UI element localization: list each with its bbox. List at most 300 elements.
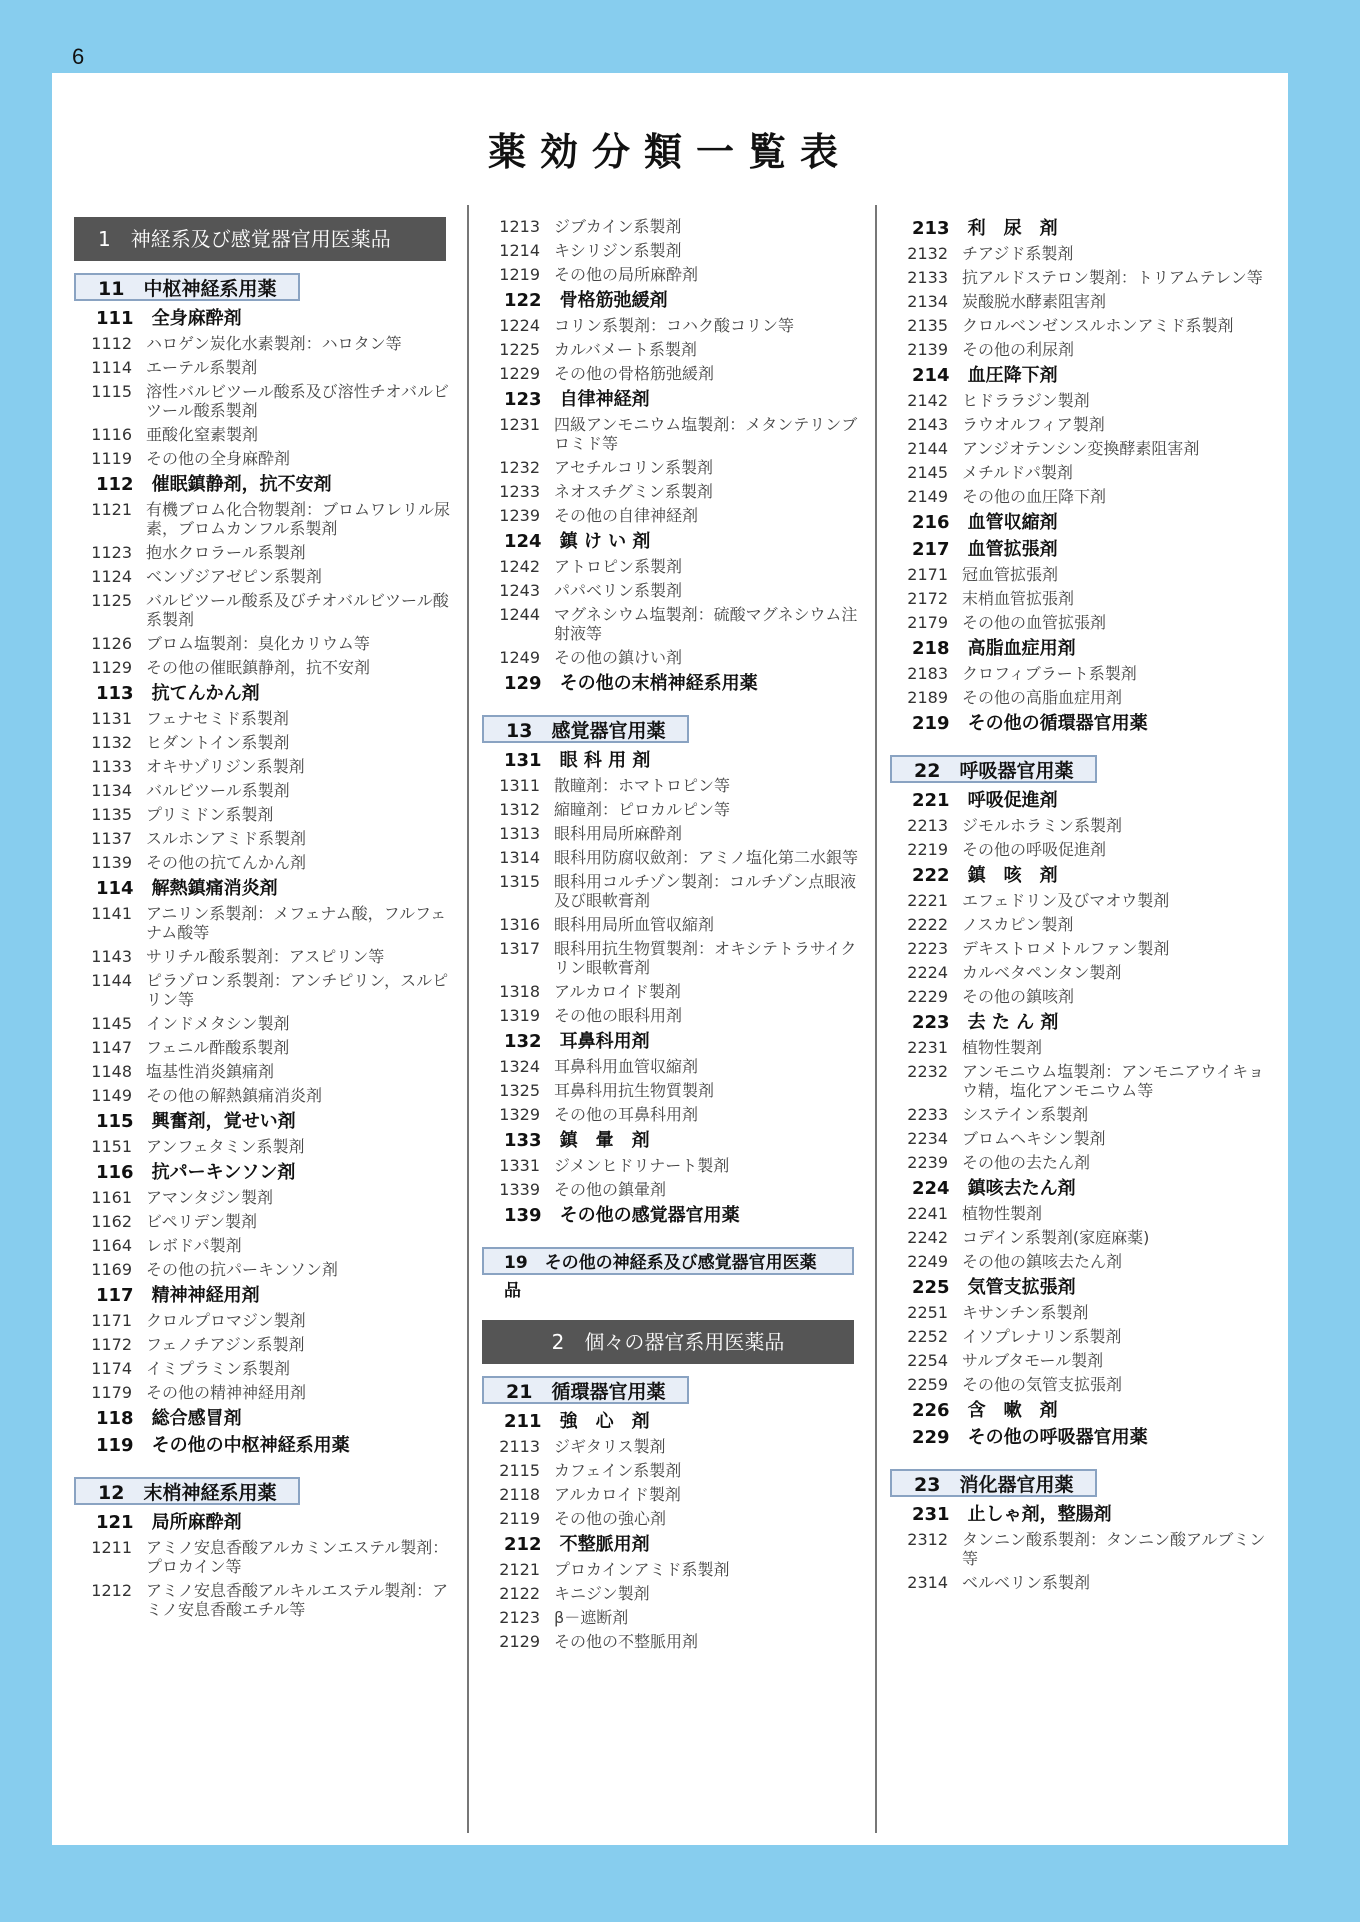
entry-code: 2142 [907,391,948,410]
entry-code: 2172 [907,589,948,608]
entry-code: 1214 [499,241,540,260]
classification-entry [482,338,862,362]
entry-label: サルブタモール製剤 [962,1351,1104,1370]
subcategory-heading: 118 総合感冒剤 [96,1408,242,1429]
classification-entry [482,774,862,798]
classification-entry [890,338,1280,362]
classification-entry [890,587,1280,611]
classification-entry [482,870,862,913]
entry-code: 2171 [907,565,948,584]
classification-entry [74,380,454,423]
entry-label: ブロム塩製剤：臭化カリウム等 [146,634,370,653]
classification-entry [74,447,454,471]
classification-entry [482,1558,862,1582]
classification-entry [74,1579,454,1622]
classification-entry [482,1055,862,1079]
classification-entry [74,827,454,851]
classification-entry [890,814,1280,838]
entry-label: フェナセミド系製剤 [146,709,289,728]
entry-code: 2183 [907,664,948,683]
classification-entry [890,389,1280,413]
entry-label: アルカロイド製剤 [554,1485,681,1504]
category-heading: 22 呼吸器官用薬 [890,755,1097,783]
subcategory-heading: 123 自律神経剤 [504,389,650,410]
entry-code: 1325 [499,1081,540,1100]
classification-entry [890,937,1280,961]
classification-entry [482,1507,862,1531]
entry-code: 2118 [499,1485,540,1504]
entry-label: 縮瞳剤：ピロカルピン等 [554,800,731,819]
entry-label: その他の骨格筋弛緩剤 [554,364,715,383]
entry-code: 2129 [499,1632,540,1651]
classification-entry [890,1349,1280,1373]
classification-entry [74,632,454,656]
classification-entry [482,846,862,870]
entry-label: アマンタジン製剤 [146,1188,273,1207]
subcategory-heading: 231 止しゃ剤，整腸剤 [912,1504,1112,1525]
entry-code: 1149 [91,1086,132,1105]
subcategory-heading: 229 その他の呼吸器官用薬 [912,1427,1148,1448]
section-spacer [482,1300,862,1318]
entry-label: その他の気管支拡張剤 [962,1375,1123,1394]
classification-entry [890,1060,1280,1103]
entry-label: メチルドパ製剤 [962,463,1073,482]
entry-code: 1317 [499,939,540,958]
entry-label: ヒダントイン系製剤 [146,733,290,752]
classification-entry [890,1373,1280,1397]
entry-code: 1224 [499,316,540,335]
entry-label: カルベタペンタン製剤 [962,963,1122,982]
subcategory-heading: 211 強 心 剤 [504,1411,650,1432]
classification-entry [890,686,1280,710]
entry-code: 1135 [91,805,132,824]
classification-entry [890,1202,1280,1226]
category-heading-row [482,1247,862,1300]
entry-code: 2252 [907,1327,948,1346]
classification-entry [890,563,1280,587]
classification-entry [74,541,454,565]
entry-label: その他の去たん剤 [962,1153,1091,1172]
subcategory-heading: 117 精神神経用剤 [96,1285,260,1306]
subcategory-heading: 212 不整脈用剤 [504,1534,650,1555]
classification-entry [74,1060,454,1084]
entry-code: 1171 [91,1311,132,1330]
classification-entry [890,838,1280,862]
entry-label: アンモニウム塩製剤：アンモニアウイキョウ精，塩化アンモニウム等 [962,1062,1265,1100]
entry-code: 2232 [907,1062,948,1081]
subcategory-heading: 219 その他の循環器官用薬 [912,713,1148,734]
classification-entry [890,1036,1280,1060]
classification-entry [482,646,862,670]
entry-label: その他の鎮咳去たん剤 [962,1252,1123,1271]
column-1 [74,215,454,1622]
classification-entry [890,889,1280,913]
entry-label: バルビツール酸系及びチオバルビツール酸系製剤 [146,591,449,629]
classification-entry [482,980,862,1004]
entry-label: マグネシウム塩製剤：硫酸マグネシウム注射液等 [554,605,858,643]
section-spacer [482,697,862,715]
page-number: 6 [72,44,85,69]
classification-entry [74,498,454,541]
entry-label: その他の不整脈用剤 [554,1632,699,1651]
entry-label: 植物性製剤 [962,1204,1043,1223]
entry-label: ジモルホラミン系製剤 [962,816,1123,835]
entry-label: 抱水クロラール系製剤 [146,543,306,562]
category-heading: 11 中枢神経系用薬 [74,273,300,301]
entry-code: 1239 [499,506,540,525]
classification-entry [482,1079,862,1103]
entry-code: 1145 [91,1014,132,1033]
category-heading-row [74,1477,454,1509]
classification-entry [74,755,454,779]
entry-label: 有機ブロム化合物製剤：ブロムワレリル尿素，ブロムカンフル系製剤 [146,500,451,538]
category-heading-row [482,715,862,747]
entry-label: その他の利尿剤 [962,340,1075,359]
section-spacer [74,1459,454,1477]
entry-code: 1331 [499,1156,540,1175]
subcategory-heading: 214 血圧降下剤 [912,365,1058,386]
entry-code: 2223 [907,939,948,958]
classification-entry [890,290,1280,314]
subcategory-heading: 132 耳鼻科用剤 [504,1031,650,1052]
classification-entry [890,413,1280,437]
entry-label: その他の強心剤 [554,1509,667,1528]
classification-entry [74,1084,454,1108]
entry-label: レボドパ製剤 [146,1236,242,1255]
entry-label: プリミドン系製剤 [146,805,274,824]
entry-code: 2132 [907,244,948,263]
entry-code: 2312 [907,1530,948,1549]
classification-entry [482,603,862,646]
classification-entry [890,314,1280,338]
classification-entry [482,555,862,579]
entry-code: 1316 [499,915,540,934]
entry-code: 1311 [499,776,540,795]
entry-label: ビペリデン製剤 [146,1212,258,1231]
subcategory-heading: 124 鎮 け い 剤 [504,531,651,552]
entry-code: 1141 [91,904,132,923]
entry-code: 1151 [91,1137,132,1156]
classification-entry [74,1258,454,1282]
classification-entry [74,707,454,731]
entry-label: 耳鼻科用抗生物質製剤 [554,1081,715,1100]
entry-label: その他の全身麻酔剤 [146,449,291,468]
classification-entry [482,1483,862,1507]
section-spacer [890,1451,1280,1469]
classification-entry [890,961,1280,985]
entry-code: 2121 [499,1560,540,1579]
entry-label: その他の自律神経剤 [554,506,699,525]
classification-entry [74,969,454,1012]
entry-code: 1213 [499,217,540,236]
entry-label: クロルベンゼンスルホンアミド系製剤 [962,316,1234,335]
entry-code: 2123 [499,1608,540,1627]
entry-code: 2134 [907,292,948,311]
subcategory-heading: 114 解熱鎮痛消炎剤 [96,878,278,899]
classification-entry [890,1151,1280,1175]
subcategory-heading: 226 含 嗽 剤 [912,1400,1058,1421]
entry-code: 1174 [91,1359,132,1378]
classification-entry [74,589,454,632]
classification-entry [482,1435,862,1459]
entry-label: ジブカイン系製剤 [554,217,682,236]
classification-entry [890,266,1280,290]
entry-code: 2133 [907,268,948,287]
classification-entry [482,263,862,287]
entry-label: デキストロメトルファン製剤 [962,939,1170,958]
entry-code: 2242 [907,1228,948,1247]
classification-entry [890,485,1280,509]
entry-code: 1139 [91,853,132,872]
entry-code: 2229 [907,987,948,1006]
entry-code: 1144 [91,971,132,990]
category-heading-row [74,273,454,305]
entry-label: アニリン系製剤：メフェナム酸，フルフェナム酸等 [146,904,447,942]
entry-code: 1143 [91,947,132,966]
classification-entry [482,456,862,480]
classification-entry [890,1571,1280,1595]
subcategory-heading: 119 その他の中枢神経系用薬 [96,1435,350,1456]
entry-code: 1134 [91,781,132,800]
entry-label: ヒドララジン製剤 [962,391,1090,410]
entry-code: 1219 [499,265,540,284]
entry-code: 1231 [499,415,540,434]
entry-label: コデイン系製剤(家庭麻薬) [962,1228,1150,1247]
entry-code: 1319 [499,1006,540,1025]
entry-code: 1131 [91,709,132,728]
entry-label: その他の催眠鎮静剤，抗不安剤 [146,658,371,677]
entry-label: その他の呼吸促進剤 [962,840,1107,859]
entry-label: アミノ安息香酸アルカミンエステル製剤：プロカイン等 [146,1538,449,1576]
category-heading-row [482,1376,862,1408]
section-spacer [890,737,1280,755]
entry-code: 1116 [91,425,132,444]
entry-code: 1112 [91,334,132,353]
entry-code: 2144 [907,439,948,458]
entry-label: スルホンアミド系製剤 [146,829,307,848]
entry-label: 亜酸化窒素製剤 [146,425,259,444]
classification-entry [482,239,862,263]
entry-label: その他の耳鼻科用剤 [554,1105,699,1124]
subcategory-heading: 218 高脂血症用剤 [912,638,1076,659]
entry-code: 1115 [91,382,132,401]
classification-entry [890,242,1280,266]
entry-code: 2135 [907,316,948,335]
entry-code: 1121 [91,500,132,519]
entry-label: ピラゾロン系製剤：アンチピリン，スルピリン等 [146,971,449,1009]
entry-label: イソプレナリン系製剤 [962,1327,1122,1346]
subcategory-heading: 112 催眠鎮静剤，抗不安剤 [96,474,332,495]
classification-entry [482,314,862,338]
classification-entry [74,332,454,356]
entry-code: 2241 [907,1204,948,1223]
entry-code: 1212 [91,1581,132,1600]
classification-entry [74,356,454,380]
entry-code: 1249 [499,648,540,667]
classification-entry [74,565,454,589]
entry-label: ハロゲン炭化水素製剤：ハロタン等 [146,334,402,353]
document-page [52,73,1288,1845]
entry-label: 眼科用局所血管収縮剤 [554,915,715,934]
entry-code: 1232 [499,458,540,477]
entry-label: その他の鎮けい剤 [554,648,683,667]
classification-entry [74,1210,454,1234]
entry-label: ブロムヘキシン製剤 [962,1129,1106,1148]
subcategory-heading: 133 鎮 暈 剤 [504,1130,650,1151]
classification-entry [890,461,1280,485]
classification-entry [482,798,862,822]
entry-code: 1172 [91,1335,132,1354]
entry-code: 2233 [907,1105,948,1124]
entry-code: 2234 [907,1129,948,1148]
major-category-heading: 1 神経系及び感覚器官用医薬品 [74,217,446,261]
entry-code: 2224 [907,963,948,982]
subcategory-heading: 131 眼 科 用 剤 [504,750,651,771]
subcategory-heading: 115 興奮剤，覚せい剤 [96,1111,296,1132]
subcategory-heading: 129 その他の末梢神経系用薬 [504,673,758,694]
entry-code: 1147 [91,1038,132,1057]
entry-code: 1169 [91,1260,132,1279]
entry-label: アルカロイド製剤 [554,982,681,1001]
classification-entry [74,1333,454,1357]
entry-label: 眼科用コルチゾン製剤：コルチゾン点眼液及び眼軟膏剤 [554,872,857,910]
classification-entry [890,985,1280,1009]
classification-entry [482,937,862,980]
column-divider [875,205,877,1833]
entry-code: 1124 [91,567,132,586]
entry-label: その他の精神神経用剤 [146,1383,307,1402]
classification-entry [890,1325,1280,1349]
classification-entry [74,851,454,875]
entry-code: 1123 [91,543,132,562]
entry-label: アミノ安息香酸アルキルエステル製剤：アミノ安息香酸エチル等 [146,1581,449,1619]
entry-code: 2259 [907,1375,948,1394]
entry-label: ジメンヒドリナート製剤 [554,1156,730,1175]
entry-label: 末梢血管拡張剤 [962,589,1075,608]
entry-label: インドメタシン製剤 [146,1014,290,1033]
entry-code: 1179 [91,1383,132,1402]
classification-entry [74,1036,454,1060]
subcategory-heading: 122 骨格筋弛緩剤 [504,290,668,311]
classification-entry [890,662,1280,686]
entry-label: アセチルコリン系製剤 [554,458,714,477]
entry-label: その他の抗パーキンソン剤 [146,1260,338,1279]
entry-label: タンニン酸系製剤：タンニン酸アルブミン等 [962,1530,1266,1568]
entry-label: アトロピン系製剤 [554,557,683,576]
entry-label: 炭酸脱水酵素阻害剤 [962,292,1107,311]
classification-entry [74,945,454,969]
entry-code: 1225 [499,340,540,359]
entry-code: 1242 [499,557,540,576]
column-2 [482,215,862,1654]
classification-entry [482,1004,862,1028]
entry-code: 2219 [907,840,948,859]
classification-entry [482,1103,862,1127]
subcategory-heading: 111 全身麻酔剤 [96,308,242,329]
entry-code: 1329 [499,1105,540,1124]
entry-code: 1233 [499,482,540,501]
page-title: 薬効分類一覧表 [487,129,852,174]
entry-code: 1324 [499,1057,540,1076]
entry-label: コリン系製剤：コハク酸コリン等 [554,316,795,335]
entry-label: ラウオルフィア製剤 [962,415,1105,434]
classification-entry [482,480,862,504]
entry-label: フェニル酢酸系製剤 [146,1038,290,1057]
entry-label: プロカインアミド系製剤 [554,1560,730,1579]
entry-label: システイン系製剤 [962,1105,1089,1124]
entry-code: 1244 [499,605,540,624]
entry-code: 2122 [499,1584,540,1603]
classification-entry [74,1012,454,1036]
category-heading: 19 その他の神経系及び感覚器官用医薬品 [482,1247,854,1275]
classification-entry [482,579,862,603]
column-3 [890,215,1280,1595]
entry-label: エフェドリン及びマオウ製剤 [962,891,1170,910]
entry-label: アンフェタミン系製剤 [146,1137,305,1156]
subcategory-heading: 116 抗パーキンソン剤 [96,1162,296,1183]
category-heading: 23 消化器官用薬 [890,1469,1097,1497]
entry-code: 2221 [907,891,948,910]
subcategory-heading: 223 去 た ん 剤 [912,1012,1059,1033]
entry-code: 2189 [907,688,948,707]
classification-entry [482,215,862,239]
classification-entry [890,1226,1280,1250]
entry-label: その他の血管拡張剤 [962,613,1107,632]
classification-entry [482,413,862,456]
entry-label: 植物性製剤 [962,1038,1043,1057]
classification-entry [482,1630,862,1654]
classification-entry [482,913,862,937]
subcategory-heading: 224 鎮咳去たん剤 [912,1178,1076,1199]
entry-code: 2119 [499,1509,540,1528]
entry-code: 1114 [91,358,132,377]
entry-code: 2139 [907,340,948,359]
entry-code: 1211 [91,1538,132,1557]
entry-code: 2149 [907,487,948,506]
classification-entry [74,1536,454,1579]
classification-entry [74,656,454,680]
entry-code: 2251 [907,1303,948,1322]
entry-code: 2113 [499,1437,540,1456]
entry-code: 2145 [907,463,948,482]
classification-entry [74,902,454,945]
entry-code: 2143 [907,415,948,434]
entry-code: 2249 [907,1252,948,1271]
entry-label: キシリジン系製剤 [554,241,682,260]
entry-code: 1312 [499,800,540,819]
classification-entry [482,1154,862,1178]
classification-entry [482,1459,862,1483]
category-heading-row [890,755,1280,787]
entry-code: 2231 [907,1038,948,1057]
entry-label: アンジオテンシン変換酵素阻害剤 [962,439,1200,458]
entry-code: 1164 [91,1236,132,1255]
section-spacer [482,1229,862,1247]
entry-label: 耳鼻科用血管収縮剤 [554,1057,699,1076]
entry-label: ジギタリス製剤 [554,1437,666,1456]
entry-label: その他の解熱鎮痛消炎剤 [146,1086,323,1105]
entry-label: 眼科用防腐収斂剤：アミノ塩化第二水銀等 [554,848,859,867]
entry-label: ネオスチグミン系製剤 [554,482,713,501]
entry-code: 1119 [91,449,132,468]
subcategory-heading: 139 その他の感覚器官用薬 [504,1205,740,1226]
entry-label: エーテル系製剤 [146,358,258,377]
entry-code: 1315 [499,872,540,891]
entry-label: 塩基性消炎鎮痛剤 [146,1062,275,1081]
classification-entry [74,1234,454,1258]
classification-entry [890,611,1280,635]
entry-code: 1125 [91,591,132,610]
